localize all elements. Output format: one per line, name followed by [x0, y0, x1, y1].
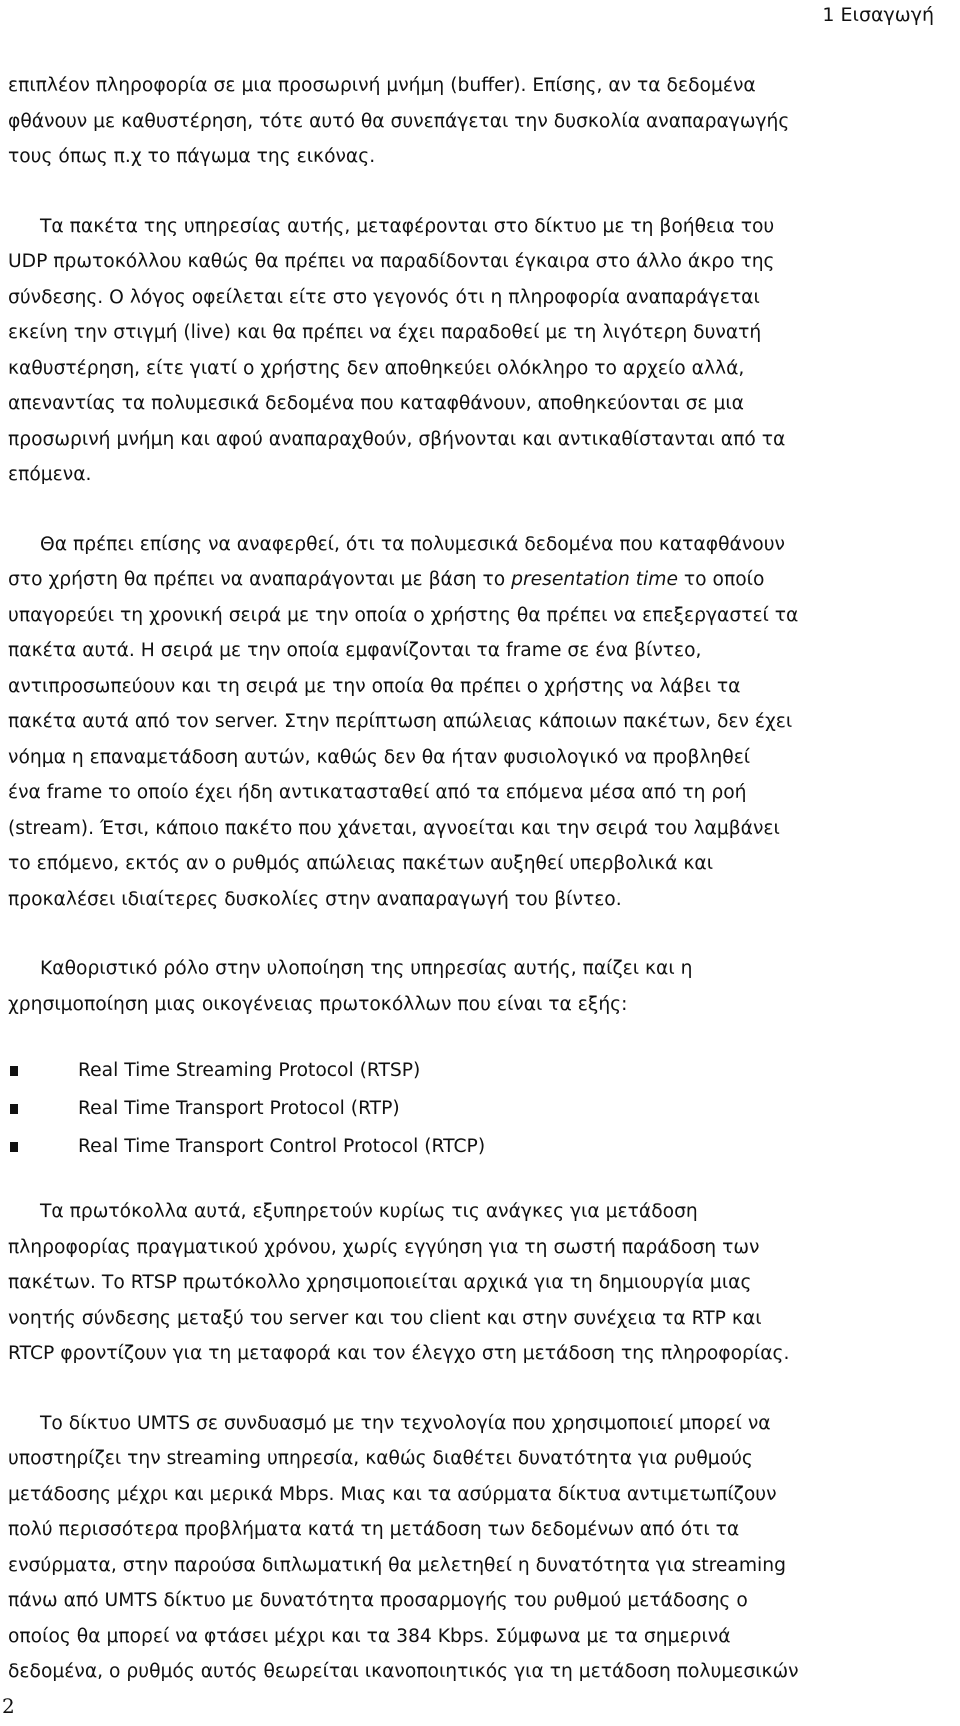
text-line: UDP πρωτοκόλλου καθώς θα πρέπει να παραδίδονται έγκαιρα στο άλλο άκρο της [8, 251, 775, 272]
text-line: εκείνη την στιγμή (live) και θα πρέπει να έχει παραδοθεί με τη λιγότερη δυνατή [8, 322, 762, 343]
text-line: Τα πρωτόκολλα αυτά, εξυπηρετούν κυρίως τις ανάγκες για μετάδοση [40, 1201, 698, 1222]
text-line: ένα frame το οποίο έχει ήδη αντικατασταθεί από τα επόμενα μέσα από τη ροή [8, 782, 747, 803]
protocol-rtcp: Real Time Transport Control Protocol (RTCP) [78, 1136, 486, 1157]
text-line: δεδομένα, ο ρυθμός αυτός θεωρείται ικανοποιητικός για τη μετάδοση πολυμεσικών [8, 1661, 799, 1682]
square-bullet-icon [10, 1142, 18, 1152]
text-line: προκαλέσει ιδιαίτερες δυσκολίες στην αναπαραγωγή του βίντεο. [8, 888, 622, 910]
paragraph-udp [8, 209, 934, 493]
text-line: οποίος θα μπορεί να φτάσει μέχρι και τα 384 Kbps. Σύμφωνα με τα σημερινά [8, 1625, 731, 1647]
text-line: υποστηρίζει την streaming υπηρεσία, καθώς διαθέτει δυνατότητα για ρυθμούς [8, 1448, 753, 1469]
text-line: Τα πακέτα της υπηρεσίας αυτής, μεταφέρονται στο δίκτυο με τη βοήθεια του [40, 215, 775, 237]
page-body [8, 68, 934, 1690]
text-line: πάνω από UMTS δίκτυο με δυνατότητα προσαρμογής του ρυθμού μετάδοσης ο [8, 1590, 748, 1611]
text-line: επόμενα. [8, 464, 92, 485]
paragraph-protocol-family [8, 951, 934, 1022]
protocol-list [8, 1052, 934, 1166]
text-line: πολύ περισσότερα προβλήματα κατά τη μετάδοση των δεδομένων από ότι τα [8, 1519, 740, 1540]
text-line: καθυστέρηση, είτε γιατί ο χρήστης δεν αποθηκεύει ολόκληρο το αρχείο αλλά, [8, 357, 745, 379]
text-line: νόημα η επαναμετάδοση αυτών, καθώς δεν θα ήταν φυσιολογικό να προβληθεί [8, 746, 751, 768]
text-line: (stream). Έτσι, κάποιο πακέτο που χάνεται, αγνοείται και την σειρά του λαμβάνει [8, 817, 780, 839]
text-line: απεναντίας τα πολυμεσικά δεδομένα που καταφθάνουν, αποθηκεύονται σε μια [8, 393, 745, 414]
paragraph-buffer [8, 68, 934, 175]
text-line: αντιπροσωπεύουν και τη σειρά με την οποία θα πρέπει ο χρήστης να λάβει τα [8, 675, 741, 697]
text-line: σύνδεσης. Ο λόγος οφείλεται είτε στο γεγονός ότι η πληροφορία αναπαράγεται [8, 286, 760, 308]
text-line: επιπλέον πληροφορία σε μια προσωρινή μνήμη (buffer). Επίσης, αν τα δεδομένα [8, 75, 756, 96]
text-line: μετάδοσης μέχρι και μερικά Mbps. Μιας και τα ασύρματα δίκτυα αντιμετωπίζουν [8, 1483, 777, 1505]
presentation-time-term: presentation time [511, 569, 678, 590]
protocol-rtsp: Real Time Streaming Protocol (RTSP) [78, 1060, 421, 1081]
paragraph-presentation-time [8, 527, 934, 918]
text-line: προσωρινή μνήμη και αφού αναπαραχθούν, σβήνονται και αντικαθίστανται από τα [8, 428, 786, 450]
list-item [8, 1052, 934, 1090]
text-line: ενσύρματα, στην παρούσα διπλωματική θα μελετηθεί η δυνατότητα για streaming [8, 1554, 786, 1576]
page-number: 2 [2, 1694, 15, 1718]
paragraph-protocol-usage [8, 1194, 934, 1372]
text-line [8, 562, 934, 598]
square-bullet-icon [10, 1104, 18, 1114]
text-line: Το δίκτυο UMTS σε συνδυασμό με την τεχνολογία που χρησιμοποιεί μπορεί να [40, 1412, 771, 1434]
text-line: Θα πρέπει επίσης να αναφερθεί, ότι τα πολυμεσικά δεδομένα που καταφθάνουν [40, 533, 785, 555]
text-line: πακέτα αυτά από τον server. Στην περίπτωση απώλειας κάποιων πακέτων, δεν έχει [8, 711, 793, 732]
text-line: RTCP φροντίζουν για τη μεταφορά και τον έλεγχο στη μετάδοση της πληροφορίας. [8, 1343, 790, 1364]
text-line: φθάνουν με καθυστέρηση, τότε αυτό θα συνεπάγεται την δυσκολία αναπαραγωγής [8, 110, 790, 132]
text-line: πακέτων. Το RTSP πρωτόκολλο χρησιμοποιείται αρχικά για τη δημιουργία μιας [8, 1272, 752, 1293]
text-line: Καθοριστικό ρόλο στην υλοποίηση της υπηρεσίας αυτής, παίζει και η [40, 958, 693, 979]
text-line: χρησιμοποίηση μιας οικογένειας πρωτοκόλλων που είναι τα εξής: [8, 993, 628, 1015]
text-line: το επόμενο, εκτός αν ο ρυθμός απώλειας πακέτων αυξηθεί υπερβολικά και [8, 853, 714, 874]
running-header: 1 Εισαγωγή [822, 4, 934, 26]
list-item [8, 1128, 934, 1166]
list-item [8, 1090, 934, 1128]
text-line: υπαγορεύει τη χρονική σειρά με την οποία ο χρήστης θα πρέπει να επεξεργαστεί τα [8, 604, 799, 626]
text-line: τους όπως π.χ το πάγωμα της εικόνας. [8, 146, 376, 167]
text-line: νοητής σύνδεσης μεταξύ του server και του client και στην συνέχεια τα RTP και [8, 1307, 762, 1329]
text-line: πακέτα αυτά. Η σειρά με την οποία εμφανίζονται τα frame σε ένα βίντεο, [8, 640, 702, 661]
text-fragment: το οποίο [677, 569, 765, 590]
protocol-rtp: Real Time Transport Protocol (RTP) [78, 1098, 400, 1119]
text-fragment: στο χρήστη θα πρέπει να αναπαράγονται με βάση το [8, 569, 512, 590]
text-line: πληροφορίας πραγματικού χρόνου, χωρίς εγγύηση για τη σωστή παράδοση των [8, 1236, 760, 1258]
paragraph-umts [8, 1406, 934, 1690]
square-bullet-icon [10, 1066, 18, 1076]
